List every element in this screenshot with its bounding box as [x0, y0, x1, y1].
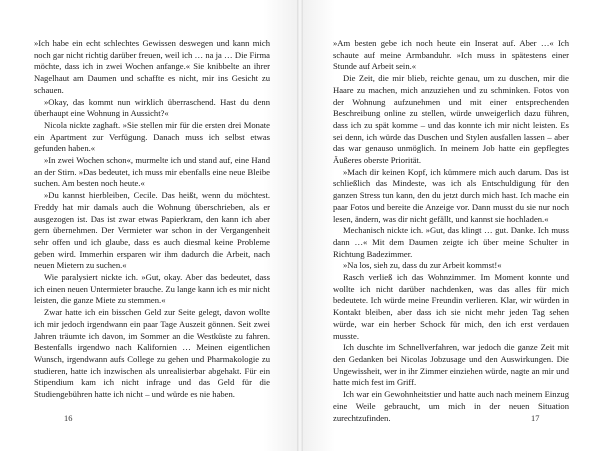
paragraph: Ich duschte im Schnellverfahren, war jedoch die ganze Zeit mit den Gedanken bei Nicolas Jobzusage und den Auswirkungen. Die Ungewissheit, wer in ihr Zimmer einziehen würde, nagte an mir und hatte mich fest im Griff. — [333, 342, 569, 388]
left-page — [0, 0, 299, 451]
left-page-text — [34, 38, 270, 401]
paragraph: Ich war ein Gewohnheitstier und hatte auch nach meinem Einzug eine Weile gebraucht, um mich in der neuen Situation zurechtzufinden. — [333, 389, 569, 423]
paragraph: Wie paralysiert nickte ich. »Gut, okay. Aber das bedeutet, dass ich einen neuen Untermieter brauche. Zu lange kann ich es mir nicht leisten, die ganze Miete zu stemmen.« — [34, 272, 270, 306]
paragraph: Rasch verließ ich das Wohnzimmer. Im Moment konnte und wollte ich nicht darüber nachdenken, was das alles für mich bedeutete. Ich würde meine Freundin verlieren. Klar, wir würden in Kontakt bleiben, aber dass ich sie nicht mehr jeden Tag sehen würde, war ein herber Schock für mich, den ich erst verdauen musste. — [333, 272, 569, 341]
paragraph: Nicola nickte zaghaft. »Sie stellen mir für die ersten drei Monate ein Apartment zur Verfügung. Danach muss ich selbst etwas gefunden haben.« — [34, 119, 270, 154]
paragraph: »Mach dir keinen Kopf, ich kümmere mich auch darum. Das ist schließlich das Mindeste, was ich als Entschuldigung für den ganzen Stress tun kann, den du jetzt durch mich hast. Ich mache ein paar Fotos und bereite die Anzeige vor. Dann musst du sie nur noch lesen, ändern, was dir nicht gefällt, und kannst sie hochladen.« — [333, 166, 569, 224]
paragraph: »Ich habe ein echt schlechtes Gewissen deswegen und kann mich noch gar nicht richtig darüber freuen, weil ich … na ja … Die Firma möchte, dass ich in zwei Wochen anfange.« Sie knibbelte an ihrer Nagelhaut am Daumen und schaffte es nicht, mir ins Gesicht zu schauen. — [34, 38, 270, 95]
right-page-text — [333, 38, 569, 424]
paragraph: Die Zeit, die mir blieb, reichte genau, um zu duschen, mir die Haare zu machen, mich anzuziehen und zu schminken. Fotos von der Wohnung aufzunehmen und mit einer entsprechenden Beschreibung online zu stellen, würde unweigerlich dazu führen, dass ich zu spät komme – und das konnte ich mir nicht leisten. Es sei denn, ich würde das Duschen und Stylen ausfallen lassen – aber das war genauso unmöglich. In meinem Job hatte ein gepflegtes Äußeres oberste Priorität. — [333, 73, 569, 166]
book-gutter — [297, 0, 303, 451]
paragraph: Zwar hatte ich ein bisschen Geld zur Seite gelegt, davon wollte ich mir jedoch irgendwann ein paar Tage Auszeit gönnen. Seit zwei Jahren träumte ich davon, im Sommer an die Westküste zu fahren. Bestenfalls irgendwo nach Kalifornien … Meinen eigentlichen Wunsch, irgendwann aufs College zu gehen und Pharmakologie zu studieren, hatte ich inzwischen als unrealisierbar abgehakt. Für ein Stipendium kam ich nicht infrage und das Geld für die Studiengebühren hatte ich nicht – und würde es nie haben. — [34, 307, 270, 400]
paragraph: Mechanisch nickte ich. »Gut, das klingt … gut. Danke. Ich muss dann …« Mit dem Daumen zeigte ich über meine Schulter in Richtung Badezimmer. — [333, 225, 569, 259]
paragraph: »Du kannst hierbleiben, Cecile. Das heißt, wenn du möchtest. Freddy hat mir damals auch die Wohnung überschrieben, als er ausgezogen ist. Das ist zwar etwas Papierkram, den kann ich aber gern übernehmen. Der Vermieter war schon in der Vergangenheit sehr offen und ich glaube, dass es auch diesmal keine Probleme geben wird. Immerhin ersparen wir ihm dadurch die Arbeit, nach neuen Mietern zu suchen.« — [34, 190, 270, 271]
paragraph: »Na los, sieh zu, dass du zur Arbeit kommst!« — [343, 260, 502, 271]
paragraph: »In zwei Wochen schon«, murmelte ich und stand auf, eine Hand an der Stirn. »Das bedeutet, ich muss mir ebenfalls eine neue Bleibe suchen. Am besten noch heute.« — [34, 155, 270, 189]
page-number-left: 16 — [64, 414, 73, 423]
right-page — [299, 0, 600, 451]
paragraph: »Okay, das kommt nun wirklich überraschend. Hast du denn überhaupt eine Wohnung in Aussicht?« — [34, 96, 270, 119]
paragraph: »Am besten gebe ich noch heute ein Inserat auf. Aber …« Ich schaute auf meine Armbanduhr. »Ich muss in spätestens einer Stunde auf Arbeit sein.« — [333, 38, 569, 72]
page-number-right: 17 — [531, 414, 540, 423]
